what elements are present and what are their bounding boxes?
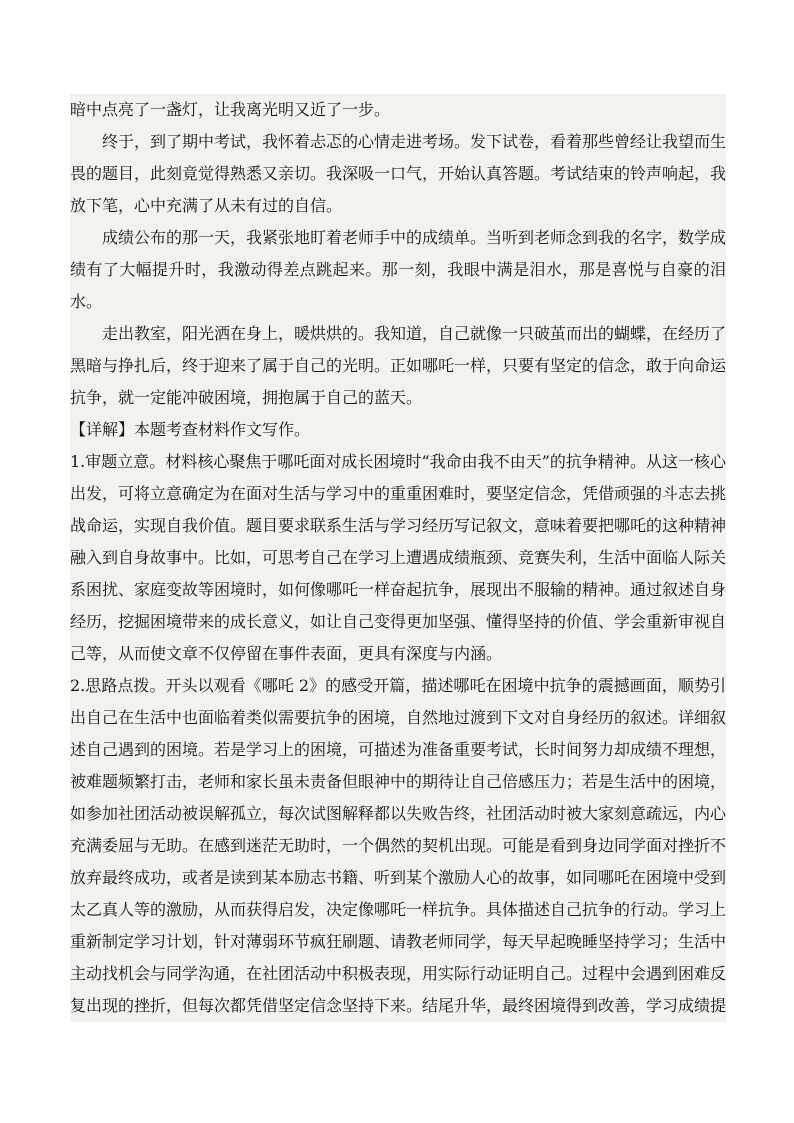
paragraph-explanation-heading: 【详解】本题考查材料作文写作。 [70, 420, 311, 439]
paragraph-continuation: 暗中点亮了一盏灯，让我离光明又近了一步。 [70, 100, 391, 119]
document-body [70, 94, 726, 1022]
paragraph-exam: 终于，到了期中考试，我怀着忐忑的心情走进考场。发下试卷，看着那些曾经让我望而生畏的题目，此刻竟觉得熟悉又亲切。我深吸一口气，开始认真答题。考试结束的铃声响起，我放下笔，心中充满了从未有过的自信。 [70, 132, 727, 215]
paragraph-conclusion: 走出教室，阳光洒在身上，暖烘烘的。我知道，自己就像一只破茧而出的蝴蝶，在经历了黑暗与挣扎后，终于迎来了属于自己的光明。正如哪吒一样，只要有坚定的信念，敢于向命运抗争，就一定能冲破困境，拥抱属于自己的蓝天。 [70, 324, 727, 407]
paragraph-results: 成绩公布的那一天，我紧张地盯着老师手中的成绩单。当听到老师念到我的名字，数学成绩有了大幅提升时，我激动得差点跳起来。那一刻，我眼中满是泪水，那是喜悦与自豪的泪水。 [70, 228, 727, 311]
paragraph-point-2: 2.思路点拨。开头以观看《哪吒 2》的感受开篇，描述哪吒在困境中抗争的震撼画面，顺势引出自己在生活中也面临着类似需要抗争的困境，自然地过渡到下文对自身经历的叙述。详细叙述自己遇到的困境。若是学习上的困境，可描述为准备重要考试，长时间努力却成绩不理想，被难题频繁打击，老师和家长虽未责备但眼神中的期待让自己倍感压力；若是生活中的困境，如参加社团活动被误解孤立，每次试图解释都以失败告终，社团活动时被大家刻意疏远，内心充满委屈与无助。在感到迷茫无助时，一个偶然的契机出现。可能是看到身边同学面对挫折不放弃最终成功，或者是读到某本励志书籍、听到某个激励人心的故事，如同哪吒在困境中受到太乙真人等的激励，从而获得启发，决定像哪吒一样抗争。具体描述自己抗争的行动。学习上重新制定学习计划，针对薄弱环节疯狂刷题、请教老师同学，每天早起晚睡坚持学习；生活中主动找机会与同学沟通，在社团活动中积极表现，用实际行动证明自己。过程中会遇到困难反复出现的挫折，但每次都凭借坚定信念坚持下来。结尾升华，最终困境得到改善，学习成绩提 [70, 676, 727, 1015]
paragraph-point-1: 1.审题立意。材料核心聚焦于哪吒面对成长困境时“我命由我不由天”的抗争精神。从这一核心出发，可将立意确定为在面对生活与学习中的重重困难时，要坚定信念，凭借顽强的斗志去挑战命运，实现自我价值。题目要求联系生活与学习经历写记叙文，意味着要把哪吒的这种精神融入到自身故事中。比如，可思考自己在学习上遭遇成绩瓶颈、竞赛失利，生活中面临人际关系困扰、家庭变故等困境时，如何像哪吒一样奋起抗争，展现出不服输的精神。通过叙述自身经历，挖掘困境带来的成长意义，如让自己变得更加坚强、懂得坚持的价值、学会重新审视自己等，从而使文章不仅停留在事件表面，更具有深度与内涵。 [70, 452, 727, 663]
